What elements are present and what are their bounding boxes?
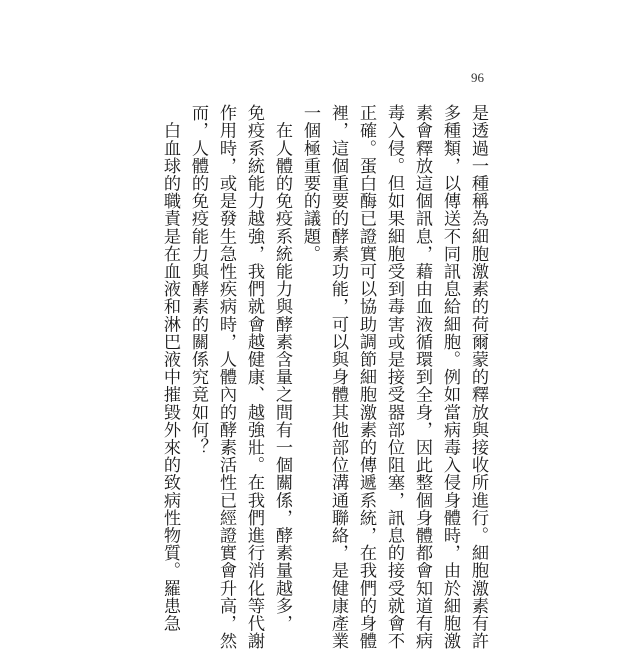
text-line: 素會釋放這個訊息，藉由血液循環到全身，因此整個身體都會知道有病: [412, 104, 432, 650]
text-line: 一個極重要的議題。: [300, 104, 320, 263]
text-line: 免疫系統能力越強，我們就會越健康、越強壯。在我們進行消化等代謝: [244, 104, 264, 650]
page-number: 96: [471, 70, 484, 85]
text-line: 而，人體的免疫能力與酵素的關係究竟如何？: [188, 104, 208, 456]
text-line: 裡，這個重要的酵素功能，可以與身體其他部位溝通聯絡，是健康產業: [328, 104, 348, 650]
text-line: 是透過一種稱為細胞激素的荷爾蒙的釋放與接收所進行。細胞激素有許: [468, 104, 488, 650]
text-line: 毒入侵。但如果細胞受到毒害或是接受器部位阻塞，訊息的接受就會不: [384, 104, 404, 650]
text-line: 正確。蛋白酶已證實可以協助調節細胞激素的傳遞系統，在我們的身體: [356, 104, 376, 650]
body-text: [160, 104, 492, 650]
text-line: 白血球的職責是在血液和淋巴液中摧毀外來的致病性物質。羅患急: [160, 104, 180, 632]
text-line: 在人體的免疫系統能力與酵素含量之間有一個關係，酵素量越多，: [272, 104, 292, 632]
text-line: 作用時，或是發生急性疾病時，人體內的酵素活性已經證實會升高，然: [216, 104, 236, 650]
text-line: 多種類，以傳送不同訊息給細胞。例如當病毒入侵身體時，由於細胞激: [440, 104, 460, 650]
